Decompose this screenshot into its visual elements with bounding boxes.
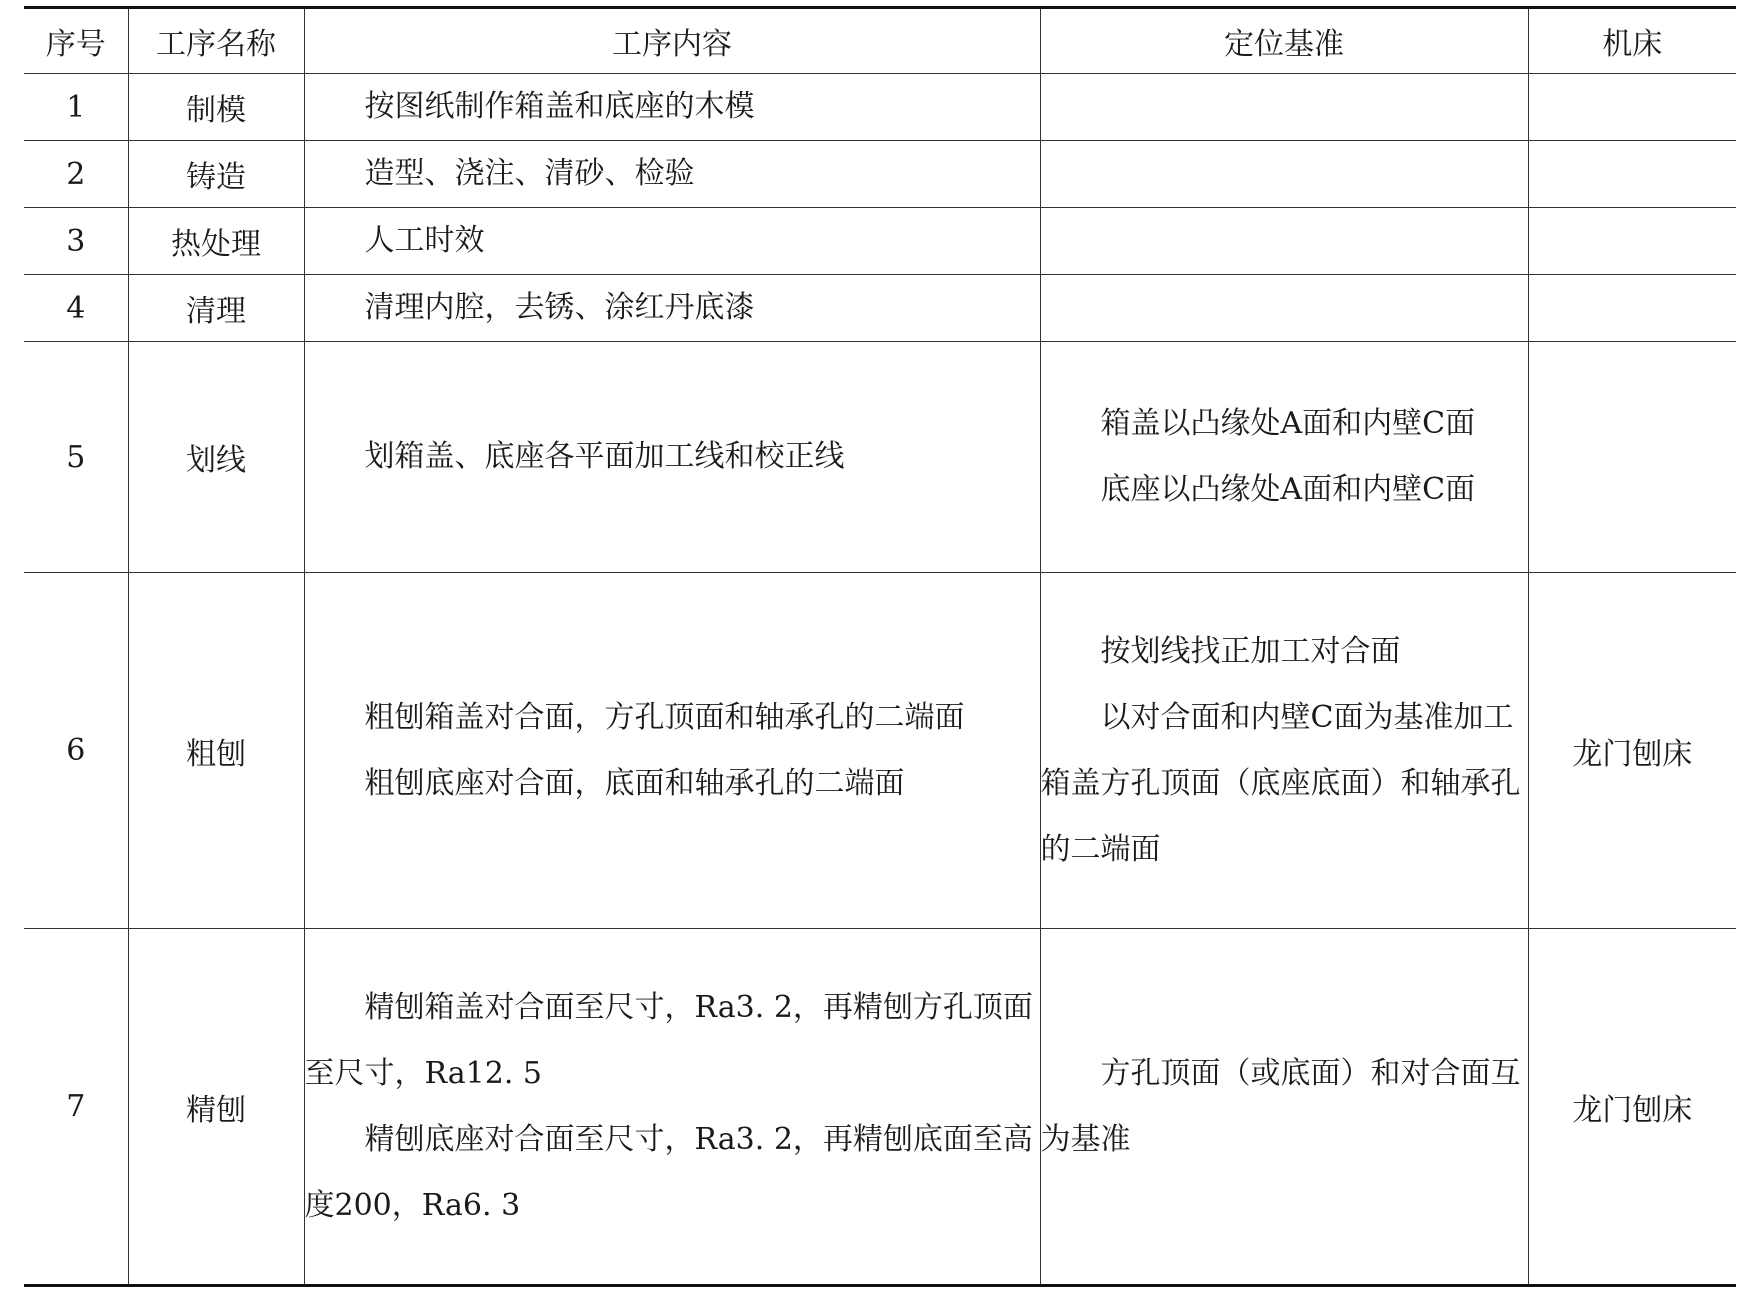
header-process-content: 工序内容 [304,8,1040,74]
content-line: 精刨底座对合面至尺寸，Ra3. 2，再精刨底面至高度200，Ra6. 3 [304,1121,1033,1223]
cell-locating-datum [1040,929,1528,1286]
datum-line: 箱盖以凸缘处A面和内壁C面 [1100,406,1476,441]
table-row [24,573,1736,929]
table-row [24,929,1736,1286]
table-row [24,141,1736,208]
cell-seq: 2 [24,141,128,208]
cell-process-name: 划线 [128,342,304,573]
cell-process-name: 清理 [128,275,304,342]
cell-locating-datum [1040,74,1528,141]
datum-line: 底座以凸缘处A面和内壁C面 [1100,472,1476,507]
cell-machine [1528,275,1736,342]
cell-seq: 6 [24,573,128,929]
cell-locating-datum [1040,275,1528,342]
content-line: 清理内腔，去锈、涂红丹底漆 [364,290,755,325]
table-row [24,275,1736,342]
cell-locating-datum [1040,342,1528,573]
cell-seq: 4 [24,275,128,342]
content-line: 划箱盖、底座各平面加工线和校正线 [364,439,845,474]
content-line: 人工时效 [364,223,485,258]
process-table [24,6,1736,1287]
cell-process-content [304,275,1040,342]
header-locating-datum: 定位基准 [1040,8,1528,74]
cell-machine [1528,141,1736,208]
cell-process-content [304,141,1040,208]
cell-machine [1528,208,1736,275]
datum-line: 按划线找正加工对合面 [1100,633,1401,669]
cell-seq: 1 [24,74,128,141]
datum-line: 以对合面和内壁C面为基准加工箱盖方孔顶面（底座底面）和轴承孔的二端面 [1040,699,1521,867]
cell-process-name: 铸造 [128,141,304,208]
cell-machine: 龙门刨床 [1528,573,1736,929]
cell-seq: 3 [24,208,128,275]
table-row [24,74,1736,141]
datum-line: 方孔顶面（或底面）和对合面互为基准 [1040,1055,1521,1157]
header-row [24,8,1736,74]
cell-machine [1528,74,1736,141]
content-line: 粗刨底座对合面，底面和轴承孔的二端面 [364,765,905,801]
cell-seq: 7 [24,929,128,1286]
cell-process-name: 粗刨 [128,573,304,929]
cell-process-content [304,573,1040,929]
cell-process-content [304,74,1040,141]
content-line: 按图纸制作箱盖和底座的木模 [364,89,755,124]
cell-locating-datum [1040,208,1528,275]
cell-locating-datum [1040,141,1528,208]
header-machine: 机床 [1528,8,1736,74]
cell-machine [1528,342,1736,573]
cell-seq: 5 [24,342,128,573]
cell-machine: 龙门刨床 [1528,929,1736,1286]
cell-process-name: 制模 [128,74,304,141]
content-line: 精刨箱盖对合面至尺寸，Ra3. 2，再精刨方孔顶面至尺寸，Ra12. 5 [304,989,1033,1091]
content-line: 粗刨箱盖对合面，方孔顶面和轴承孔的二端面 [364,699,965,735]
table-row [24,342,1736,573]
cell-process-name: 热处理 [128,208,304,275]
cell-locating-datum [1040,573,1528,929]
cell-process-content [304,929,1040,1286]
cell-process-content [304,208,1040,275]
header-process-name: 工序名称 [128,8,304,74]
content-line: 造型、浇注、清砂、检验 [364,156,695,191]
cell-process-content [304,342,1040,573]
header-seq: 序号 [24,8,128,74]
cell-process-name: 精刨 [128,929,304,1286]
table-row [24,208,1736,275]
